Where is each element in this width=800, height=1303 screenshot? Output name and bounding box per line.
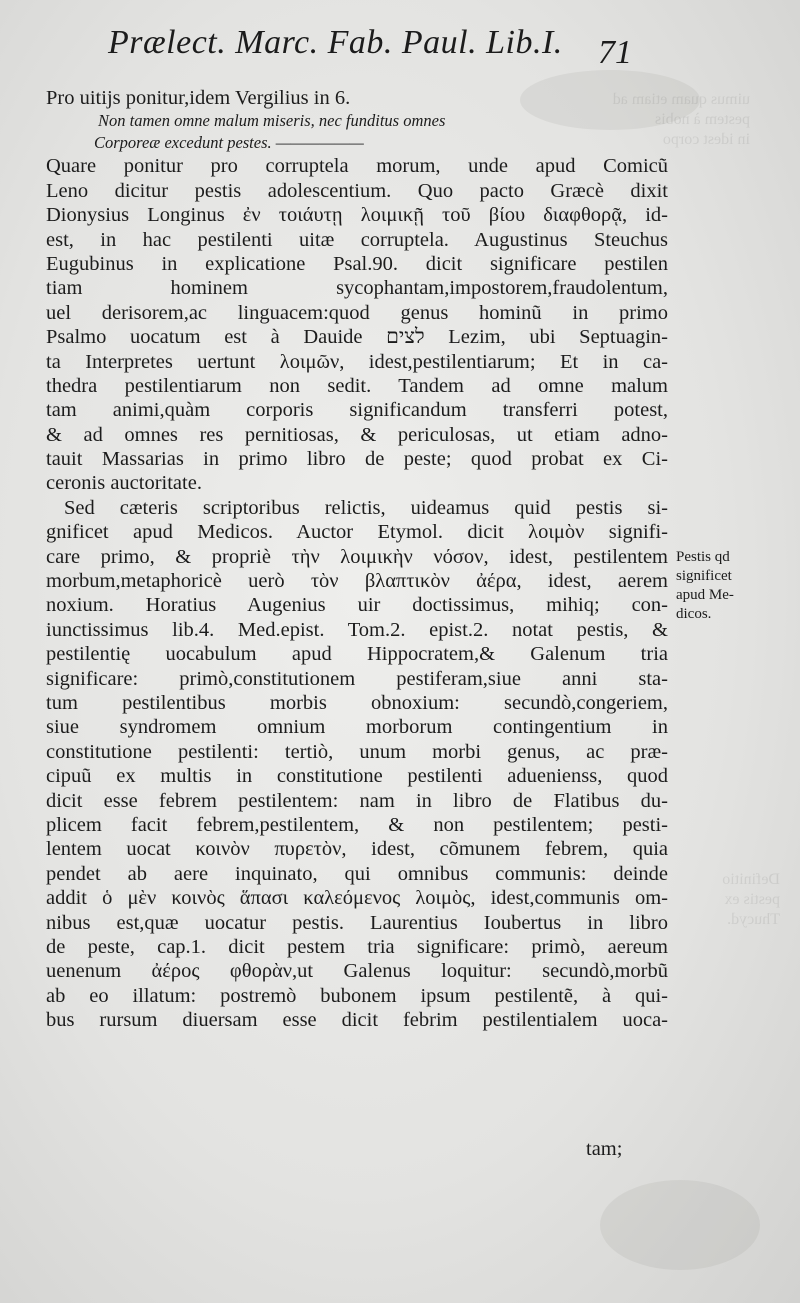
- text-line: iunctissimus lib.4. Med.epist. Tom.2. epist.2. notat pestis, &: [46, 618, 668, 641]
- text-line: tiam hominem sycophantam,impostorem,fraudolentum,: [46, 277, 668, 300]
- body-text: [46, 86, 668, 1032]
- text-line: plicem facit febrem,pestilentem, & non pestilentem; pesti-: [46, 813, 668, 836]
- text-line: care primo, & propriè τὴν λοιμικὴν νόσον, idest, pestilentem: [46, 545, 668, 568]
- text-line: Quare ponitur pro corruptela morum, unde apud Comicũ: [46, 155, 668, 178]
- text-line: cipuũ ex multis in constitutione pestilenti aduenienss, quod: [46, 765, 668, 788]
- text-line: est, in hac pestilenti uitæ corruptela. Augustinus Steuchus: [46, 228, 668, 251]
- verse-line: Corporeæ excedunt pestes. ——————: [94, 133, 364, 153]
- text-line: uenenum ἀέρος φθορὰν,ut Galenus loquitur: secundò,morbũ: [46, 960, 668, 983]
- text-line: Dionysius Longinus ἐν τοιάυτῃ λοιμικῇ τοῦ βίου διαφθορᾷ, id-: [46, 204, 668, 227]
- bleed-through-text: Definitio pestis ex Thucyd.: [722, 871, 780, 928]
- catchword: tam;: [586, 1138, 623, 1160]
- text-line: tauit Massarias in primo libro de peste; quod probat ex Ci-: [46, 448, 668, 471]
- marginal-note-line: apud Me-: [676, 587, 734, 603]
- text-line: bus rursum diuersam esse dicit febrim pestilentialem uoca-: [46, 1009, 668, 1032]
- text-line: pestilentię uocabulum apud Hippocratem,& Galenum tria: [46, 643, 668, 666]
- text-line: morbum,metaphoricè uerò τὸν βλαπτικὸν ἀέρα, idest, aerem: [46, 570, 668, 593]
- text-line: ab eo illatum: postremò bubonem ipsum pestilentẽ, à qui-: [46, 984, 668, 1007]
- text-line: Psalmo uocatum est à Dauide לצים Lezim, ubi Septuagin-: [46, 326, 669, 349]
- marginal-note-line: dicos.: [676, 606, 712, 622]
- text-line: de peste, cap.1. dicit pestem tria significare: primò, aereum: [46, 935, 668, 958]
- text-line: tum pestilentibus morbis obnoxium: secundò,congeriem,: [46, 691, 668, 714]
- text-line: Eugubinus in explicatione Psal.90. dicit significare pestilen: [46, 252, 668, 275]
- text-line: dicit esse febrem pestilentem: nam in libro de Flatibus du-: [46, 789, 668, 812]
- text-line: Sed cæteris scriptoribus relictis, uideamus quid pestis si-: [64, 496, 668, 519]
- text-line: pendet ab aere inquinato, qui omnibus communis: deinde: [46, 862, 668, 885]
- text-line: addit ὁ μὲν κοινὸς ἅπασι καλεόμενος λοιμὸς, idest,communis om-: [46, 887, 668, 910]
- text-line: constitutione pestilenti: tertiò, unum morbi genus, ac præ-: [46, 740, 668, 763]
- text-line: noxium. Horatius Augenius uir doctissimus, mihiq; con-: [46, 594, 668, 617]
- verse-line: Non tamen omne malum miseris, nec funditus omnes: [98, 111, 446, 131]
- text-line: nibus est,quæ uocatur pestis. Laurentius Ioubertus in libro: [46, 911, 668, 934]
- text-line: ta Interpretes uertunt λοιμῶν, idest,pestilentiarum; Et in ca-: [46, 350, 668, 373]
- text-line: significare: primò,constitutionem pestiferam,siue anni sta-: [46, 667, 668, 690]
- bleed-through-text: uimus quam etiam ad pestem à nobis in idest corpo: [612, 91, 750, 148]
- text-line: lentem uocat κοινὸν πυρετὸν, idest, cõmunem febrem, quia: [46, 838, 668, 861]
- text-line: gnificet apud Medicos. Auctor Etymol. dicit λοιμὸν signifi-: [46, 521, 668, 544]
- text-line: Leno dicitur pestis adolescentium. Quo pacto Græcè dixit: [46, 179, 668, 202]
- text-line: & ad omnes res pernitiosas, & periculosas, ut etiam adno-: [46, 423, 668, 446]
- marginal-note-line: significet: [676, 568, 732, 584]
- text-line: uel derisorem,ac linguacem:quod genus hominũ in primo: [46, 301, 668, 324]
- text-line: tam animi,quàm corporis significandum transferri potest,: [46, 399, 668, 422]
- marginal-note: [676, 548, 786, 624]
- text-line: Pro uitijs ponitur,idem Vergilius in 6.: [46, 87, 351, 109]
- page-number: 71: [598, 34, 632, 71]
- text-line: thedra pestilentiarum non sedit. Tandem ad omne malum: [46, 374, 668, 397]
- running-head: Prælect. Marc. Fab. Paul. Lib.I.: [108, 24, 563, 61]
- paper-stain: [600, 1180, 760, 1270]
- text-line: ceronis auctoritate.: [46, 472, 202, 495]
- marginal-note-line: Pestis qd: [676, 549, 730, 565]
- text-line: siue syndromem omnium morborum contingentium in: [46, 716, 668, 739]
